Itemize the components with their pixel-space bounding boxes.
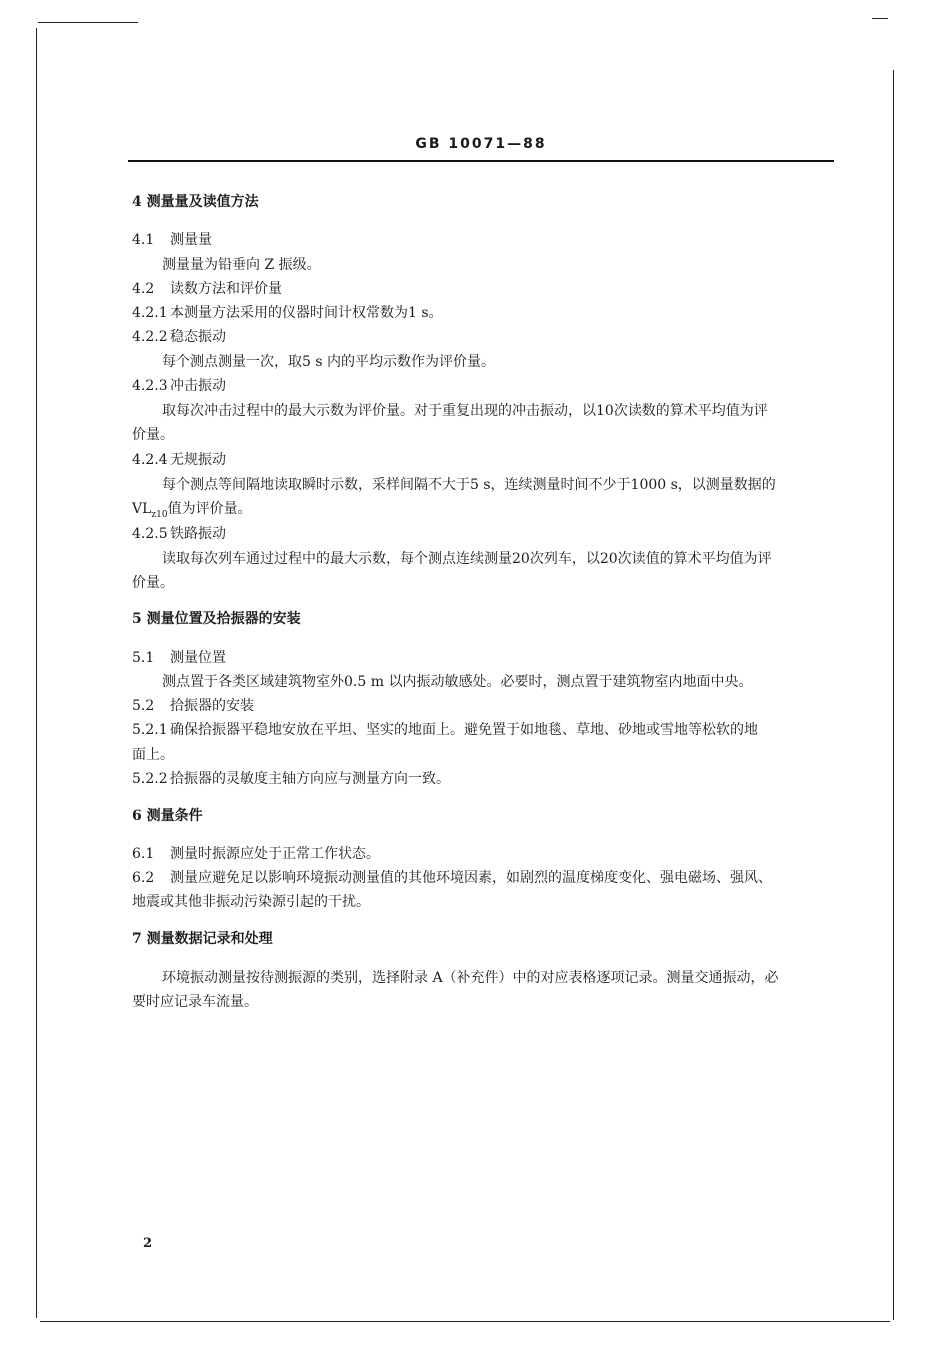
clause-5-2-1 <box>132 720 834 740</box>
clause-body: 本测量方法采用的仪器时间计权常数为1 s。 <box>170 305 443 321</box>
clause-6-1 <box>132 844 834 864</box>
clause-number: 5.2 <box>132 698 155 714</box>
clause-number: 4.2.5 <box>132 526 168 542</box>
clause-4-2-3 <box>132 376 834 396</box>
clause-title: 稳态振动 <box>170 329 226 345</box>
section-5-heading: 5 测量位置及拾振器的安装 <box>132 611 301 627</box>
clause-title: 冲击振动 <box>170 378 226 394</box>
clause-number: 6.1 <box>132 846 155 862</box>
clause-5-2-2 <box>132 769 834 789</box>
clause-4-1 <box>132 230 834 250</box>
clause-5-1 <box>132 648 834 668</box>
vl-suffix: 值为评价量。 <box>167 501 252 517</box>
clause-4-2-4 <box>132 450 834 470</box>
clause-number: 5.2.2 <box>132 771 168 787</box>
clause-4-2-4-body-1: 每个测点等间隔地读取瞬时示数，采样间隔不大于5 s，连续测量时间不少于1000 s，以测量数据的 <box>162 477 776 493</box>
clause-title: 无规振动 <box>170 452 226 468</box>
clause-4-2-2-body: 每个测点测量一次，取5 s 内的平均示数作为评价量。 <box>162 354 495 370</box>
clause-body: 拾振器的灵敏度主轴方向应与测量方向一致。 <box>170 771 450 787</box>
clause-number: 6.2 <box>132 870 155 886</box>
clause-title: 铁路振动 <box>170 526 226 542</box>
header-rule <box>128 160 834 162</box>
scan-edge-top <box>38 22 138 23</box>
clause-4-2-2 <box>132 327 834 347</box>
clause-number: 5.1 <box>132 650 155 666</box>
clause-title: 测量量 <box>170 232 212 248</box>
clause-title: 拾振器的安装 <box>170 698 254 714</box>
clause-4-1-body: 测量量为铅垂向 Z 振级。 <box>162 257 321 273</box>
clause-title: 测量位置 <box>170 650 226 666</box>
vl-symbol: VL <box>132 501 152 517</box>
section-4-heading: 4 测量量及读值方法 <box>132 194 259 210</box>
clause-number: 4.2 <box>132 281 155 297</box>
section-7-heading: 7 测量数据记录和处理 <box>132 931 273 947</box>
document-header: GB 10071—88 <box>415 136 547 152</box>
clause-5-2 <box>132 696 834 716</box>
vl-subscript: z10 <box>151 509 168 520</box>
clause-number: 4.1 <box>132 232 155 248</box>
clause-number: 4.2.4 <box>132 452 168 468</box>
clause-4-2 <box>132 279 834 299</box>
clause-number: 4.2.1 <box>132 305 168 321</box>
clause-6-2 <box>132 868 834 888</box>
clause-number: 4.2.2 <box>132 329 168 345</box>
clause-4-2-1 <box>132 303 834 323</box>
clause-4-2-5-body-2: 价量。 <box>132 575 174 591</box>
clause-4-2-3-body-1: 取每次冲击过程中的最大示数为评价量。对于重复出现的冲击振动，以10次读数的算术平均值为评 <box>162 403 768 419</box>
section-7-body-1: 环境振动测量按待测振源的类别，选择附录 A（补充件）中的对应表格逐项记录。测量交通振动，必 <box>162 970 779 986</box>
clause-4-2-5 <box>132 524 834 544</box>
clause-number: 5.2.1 <box>132 722 168 738</box>
clause-4-2-3-body-2: 价量。 <box>132 427 174 443</box>
clause-5-1-body: 测点置于各类区域建筑物室外0.5 m 以内振动敏感处。必要时，测点置于建筑物室内地面中央。 <box>162 674 753 690</box>
clause-4-2-5-body-1: 读取每次列车通过过程中的最大示数，每个测点连续测量20次列车，以20次读值的算术平均值为评 <box>162 551 772 567</box>
clause-6-2-body-2: 地震或其他非振动污染源引起的干扰。 <box>132 894 370 910</box>
clause-5-2-1-body-2: 面上。 <box>132 747 174 763</box>
scan-edge-bottom <box>40 1321 890 1322</box>
clause-title: 读数方法和评价量 <box>170 281 282 297</box>
scan-edge-right <box>893 70 894 1320</box>
clause-body: 测量时振源应处于正常工作状态。 <box>170 846 380 862</box>
clause-body: 确保拾振器平稳地安放在平坦、坚实的地面上。避免置于如地毯、草地、砂地或雪地等松软的地 <box>170 722 758 738</box>
page-number: 2 <box>143 1236 153 1251</box>
scan-mark-top-right <box>872 18 888 19</box>
clause-body: 测量应避免足以影响环境振动测量值的其他环境因素，如剧烈的温度梯度变化、强电磁场、强风、 <box>170 870 772 886</box>
section-7-body-2: 要时应记录车流量。 <box>132 994 258 1010</box>
clause-number: 4.2.3 <box>132 378 168 394</box>
section-6-heading: 6 测量条件 <box>132 808 203 824</box>
clause-4-2-4-body-2 <box>132 499 834 525</box>
scan-edge-left <box>36 28 37 1318</box>
